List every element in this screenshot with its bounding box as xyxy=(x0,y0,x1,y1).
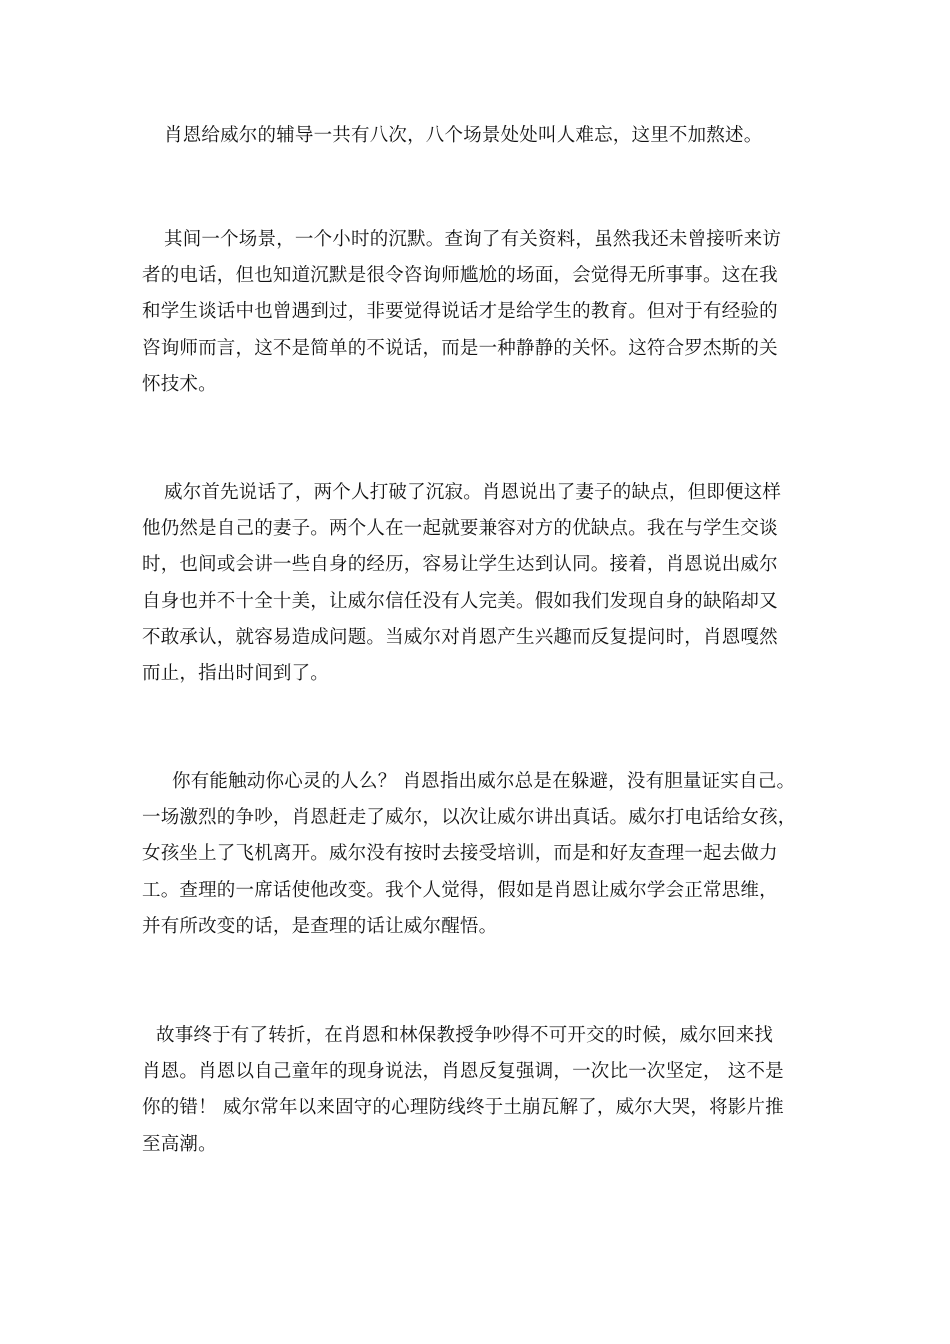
paragraph-line: 故事终于有了转折，在肖恩和林保教授争吵得不可开交的时候，威尔回来找 xyxy=(156,1025,774,1046)
paragraph-line: 者的电话，但也知道沉默是很令咨询师尴尬的场面，会觉得无所事事。这在我 xyxy=(142,265,778,287)
paragraph-5 xyxy=(142,1018,812,1163)
paragraph-line: 威尔首先说话了，两个人打破了沉寂。肖恩说出了妻子的缺点，但即便这样 xyxy=(164,482,782,503)
paragraph-line: 咨询师而言，这不是简单的不说话，而是一种静静的关怀。这符合罗杰斯的关 xyxy=(142,337,778,359)
paragraph-line: 其间一个场景，一个小时的沉默。查询了有关资料，虽然我还未曾接听来访 xyxy=(164,229,782,250)
paragraph-line: 肖恩。肖恩以自己童年的现身说法，肖恩反复强调，一次比一次坚定， 这不是 xyxy=(142,1061,784,1083)
paragraph-line: 女孩坐上了飞机离开。威尔没有按时去接受培训，而是和好友查理一起去做力 xyxy=(142,843,778,865)
paragraph-1 xyxy=(142,118,812,154)
paragraph-line: 你有能触动你心灵的人么？ 肖恩指出威尔总是在躲避，没有胆量证实自己。 xyxy=(172,771,796,792)
paragraph-line: 肖恩给威尔的辅导一共有八次，八个场景处处叫人难忘，这里不加熬述。 xyxy=(164,125,763,146)
paragraph-line: 自身也并不十全十美，让威尔信任没有人完美。假如我们发现自身的缺陷却又 xyxy=(142,590,778,612)
paragraph-4 xyxy=(142,764,812,945)
paragraph-line: 至高潮。 xyxy=(142,1133,217,1155)
paragraph-line: 一场激烈的争吵，肖恩赶走了威尔，以次让威尔讲出真话。威尔打电话给女孩， xyxy=(142,807,797,829)
paragraph-line: 工。查理的一席话使他改变。我个人觉得，假如是肖恩让威尔学会正常思维， xyxy=(142,879,778,901)
paragraph-line: 你的错！ 威尔常年以来固守的心理防线终于土崩瓦解了，威尔大哭，将影片推 xyxy=(142,1097,784,1119)
paragraph-line: 怀技术。 xyxy=(142,373,217,395)
paragraph-line: 时，也间或会讲一些自身的经历，容易让学生达到认同。接着，肖恩说出威尔 xyxy=(142,554,778,576)
paragraph-line: 和学生谈话中也曾遇到过，非要觉得说话才是给学生的教育。但对于有经验的 xyxy=(142,301,778,323)
paragraph-line: 不敢承认，就容易造成问题。当威尔对肖恩产生兴趣而反复提问时，肖恩嘎然 xyxy=(142,626,778,648)
paragraph-line: 他仍然是自己的妻子。两个人在一起就要兼容对方的优缺点。我在与学生交谈 xyxy=(142,518,778,540)
paragraph-2 xyxy=(142,222,812,403)
paragraph-line: 并有所改变的话，是查理的话让威尔醒悟。 xyxy=(142,915,498,937)
paragraph-line: 而止，指出时间到了。 xyxy=(142,663,330,685)
paragraph-3 xyxy=(142,475,812,692)
